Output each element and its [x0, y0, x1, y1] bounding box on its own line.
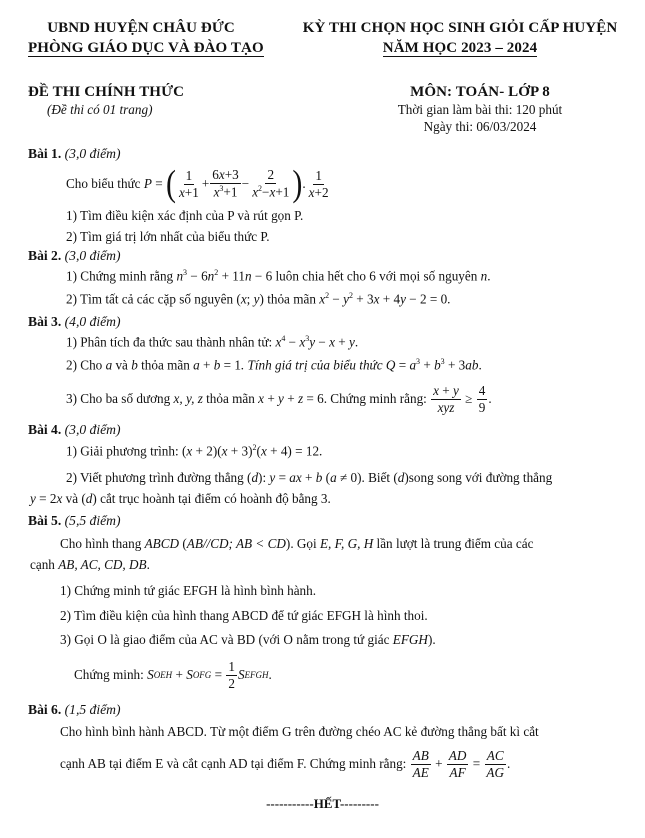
bai3-q2-text-c: thỏa mãn: [141, 357, 190, 373]
bai5-q3-formula: Chứng minh: S OEH + S OFG = $\frac{1}{2}$ S EFGH .: [74, 658, 272, 691]
bai3-title: Bài 3.: [28, 314, 62, 329]
school-year: [300, 40, 620, 57]
bai1-expression: Cho biểu thức P = ( $\frac{1}{x+1}$ + $\frac{6x+3}{x^3+1}$ − $\frac{2}{x^2-x+1}$ ) . $\frac{1}{x+2}$: [66, 162, 329, 204]
bai5-heading: [28, 513, 121, 529]
bai4-q2-text-a: 2) Viết phương trình đường thẳng: [66, 470, 244, 485]
bai2-points: (3,0 điểm): [64, 248, 121, 263]
bai2-q2-text-b: thỏa mãn: [267, 291, 316, 307]
bai3-q2-text-d: . Tính giá trị của biểu thức: [240, 357, 383, 373]
bai1-heading: [28, 146, 121, 162]
bai5-title: Bài 5.: [28, 513, 62, 528]
bai6-points: (1,5 điểm): [64, 702, 121, 717]
bai1-points: (3,0 điểm): [64, 146, 121, 161]
bai3-q2-text-b: và: [115, 357, 128, 373]
bai6-line1: Cho hình bình hành ABCD. Từ một điểm G trên đường chéo AC kẻ đường thẳng bất kì cắt: [60, 724, 539, 739]
bai4-q2-text-c: song song với đường thẳng: [408, 470, 553, 485]
bai1-q2: 2) Tìm giá trị lớn nhất của biểu thức P.: [66, 229, 270, 244]
bai4-heading: [28, 422, 121, 438]
bai3-points: (4,0 điểm): [64, 314, 121, 329]
bai3-q3-text-c: . Chứng minh rằng:: [323, 391, 427, 406]
bai3-q1: 1) Phân tích đa thức sau thành nhân tử: $x^4 - x^3y - x + y$.: [66, 334, 359, 350]
bai1-intro: Cho biểu thức: [66, 176, 141, 191]
bai3-q3: 3) Cho ba số dương x, y, z thỏa mãn x + y + z = 6 . Chứng minh rằng: $\frac{x + y}{\text{xyz}}$ ≥ $\frac{4}{9}$ .: [66, 382, 492, 415]
bai3-q3-text-a: 3) Cho ba số dương: [66, 391, 171, 406]
bai5-intro-b: . Gọi: [290, 536, 317, 551]
bai5-q3-text-a: 3) Gọi O là giao điểm của AC và BD (với O nằm trong tứ giác: [60, 632, 390, 647]
bai5-q3: 3) Gọi O là giao điểm của AC và BD (với O nằm trong tứ giác EFGH).: [60, 632, 436, 647]
bai5-intro-d: cạnh: [30, 557, 55, 572]
bai4-q2-text-b: . Biết: [361, 470, 391, 485]
exam-date: Ngày thi: 06/03/2024: [423, 119, 537, 134]
official-label: ĐỀ THI CHÍNH THỨC: [28, 84, 185, 100]
bai3-q1-text: 1) Phân tích đa thức sau thành nhân tử:: [66, 334, 273, 350]
bai5-intro-a: Cho hình thang: [60, 536, 142, 551]
bai5-intro-line2: cạnh AB, AC, CD, DB.: [30, 557, 150, 572]
school-year-text: NĂM HỌC 2023 – 2024: [382, 40, 538, 56]
department-name-text: PHÒNG GIÁO DỤC VÀ ĐÀO TẠO: [28, 40, 264, 56]
bai3-q3-text-b: thỏa mãn: [206, 391, 255, 406]
bai1-title: Bài 1.: [28, 146, 62, 161]
bai4-q1-text: 1) Giải phương trình:: [66, 443, 179, 459]
bai4-q2-line2: y = 2x và (d) cắt trục hoành tại điểm có hoành độ bằng 3.: [30, 491, 331, 506]
bai4-q2-text-d: và: [65, 491, 79, 506]
bai6-line2: cạnh AB tại điểm E và cắt cạnh AD tại điểm F. Chứng minh rằng: $\frac{AB}{AE}$ + $\frac{AD}{AF}$ = $\frac{AC}{AG}$ .: [60, 747, 511, 780]
page-count: (Đề thi có 01 trang): [47, 102, 153, 117]
bai5-points: (5,5 điểm): [64, 513, 121, 528]
bai4-points: (3,0 điểm): [64, 422, 121, 437]
bai6-title: Bài 6.: [28, 702, 62, 717]
bai3-heading: [28, 314, 121, 330]
bai4-q2-text-e: cắt trục hoành tại điểm có hoành độ bằng 3.: [100, 491, 331, 506]
bai3-q2: 2) Cho a và b thỏa mãn a + b = 1. Tính giá trị của biểu thức $Q = a^3 + b^3 + 3ab$.: [66, 357, 482, 373]
bai6-heading: [28, 702, 121, 718]
department-name: [28, 40, 264, 57]
exam-name: KỲ THI CHỌN HỌC SINH GIỎI CẤP HUYỆN: [302, 20, 618, 36]
bai5-intro: Cho hình thang ABCD (AB//CD; AB < CD). Gọi E, F, G, H lần lượt là trung điểm của các: [60, 536, 534, 551]
end-marker: -----------HẾT---------: [266, 796, 379, 811]
bai2-q1-text-b: luôn chia hết cho 6 với mọi số nguyên: [275, 268, 478, 284]
bai2-title: Bài 2.: [28, 248, 62, 263]
bai2-q1-text-a: 1) Chứng minh rằng: [66, 268, 174, 284]
bai3-q2-text-a: 2) Cho: [66, 357, 103, 373]
bai5-q1: 1) Chứng minh tứ giác EFGH là hình bình hành.: [60, 583, 317, 598]
authority-name: UBND HUYỆN CHÂU ĐỨC: [47, 20, 235, 36]
bai4-title: Bài 4.: [28, 422, 62, 437]
bai2-q2-text-a: 2) Tìm tất cả các cặp số nguyên: [66, 291, 234, 307]
bai1-q1: 1) Tìm điều kiện xác định của P và rút gọn P.: [66, 208, 304, 223]
bai5-intro-c: lần lượt là trung điểm của các: [376, 536, 534, 551]
bai2-q2: 2) Tìm tất cả các cặp số nguyên (x; y) thỏa mãn $x^2 - y^2 + 3x + 4y - 2 = 0$.: [66, 291, 451, 307]
bai2-heading: [28, 248, 121, 264]
bai2-q1: 1) Chứng minh rằng $n^3 - 6n^2 + 11n - 6$ luôn chia hết cho 6 với mọi số nguyên n.: [66, 268, 491, 284]
bai4-q2-line1: 2) Viết phương trình đường thẳng (d): y = ax + b (a ≠ 0). Biết (d)song song với đường thẳng: [66, 470, 553, 485]
exam-time: Thời gian làm bài thi: 120 phút: [397, 102, 563, 117]
bai5-q2: 2) Tìm điều kiện của hình thang ABCD để tứ giác EFGH là hình thoi.: [60, 608, 428, 623]
subject: MÔN: TOÁN- LỚP 8: [410, 84, 550, 100]
bai5-q3-text-b: Chứng minh:: [74, 667, 144, 682]
bai6-line2-text: cạnh AB tại điểm E và cắt cạnh AD tại điểm F. Chứng minh rằng:: [60, 756, 407, 771]
bai4-q1: 1) Giải phương trình: $(x + 2)(x + 3)^2(x + 4) = 12$.: [66, 443, 323, 459]
